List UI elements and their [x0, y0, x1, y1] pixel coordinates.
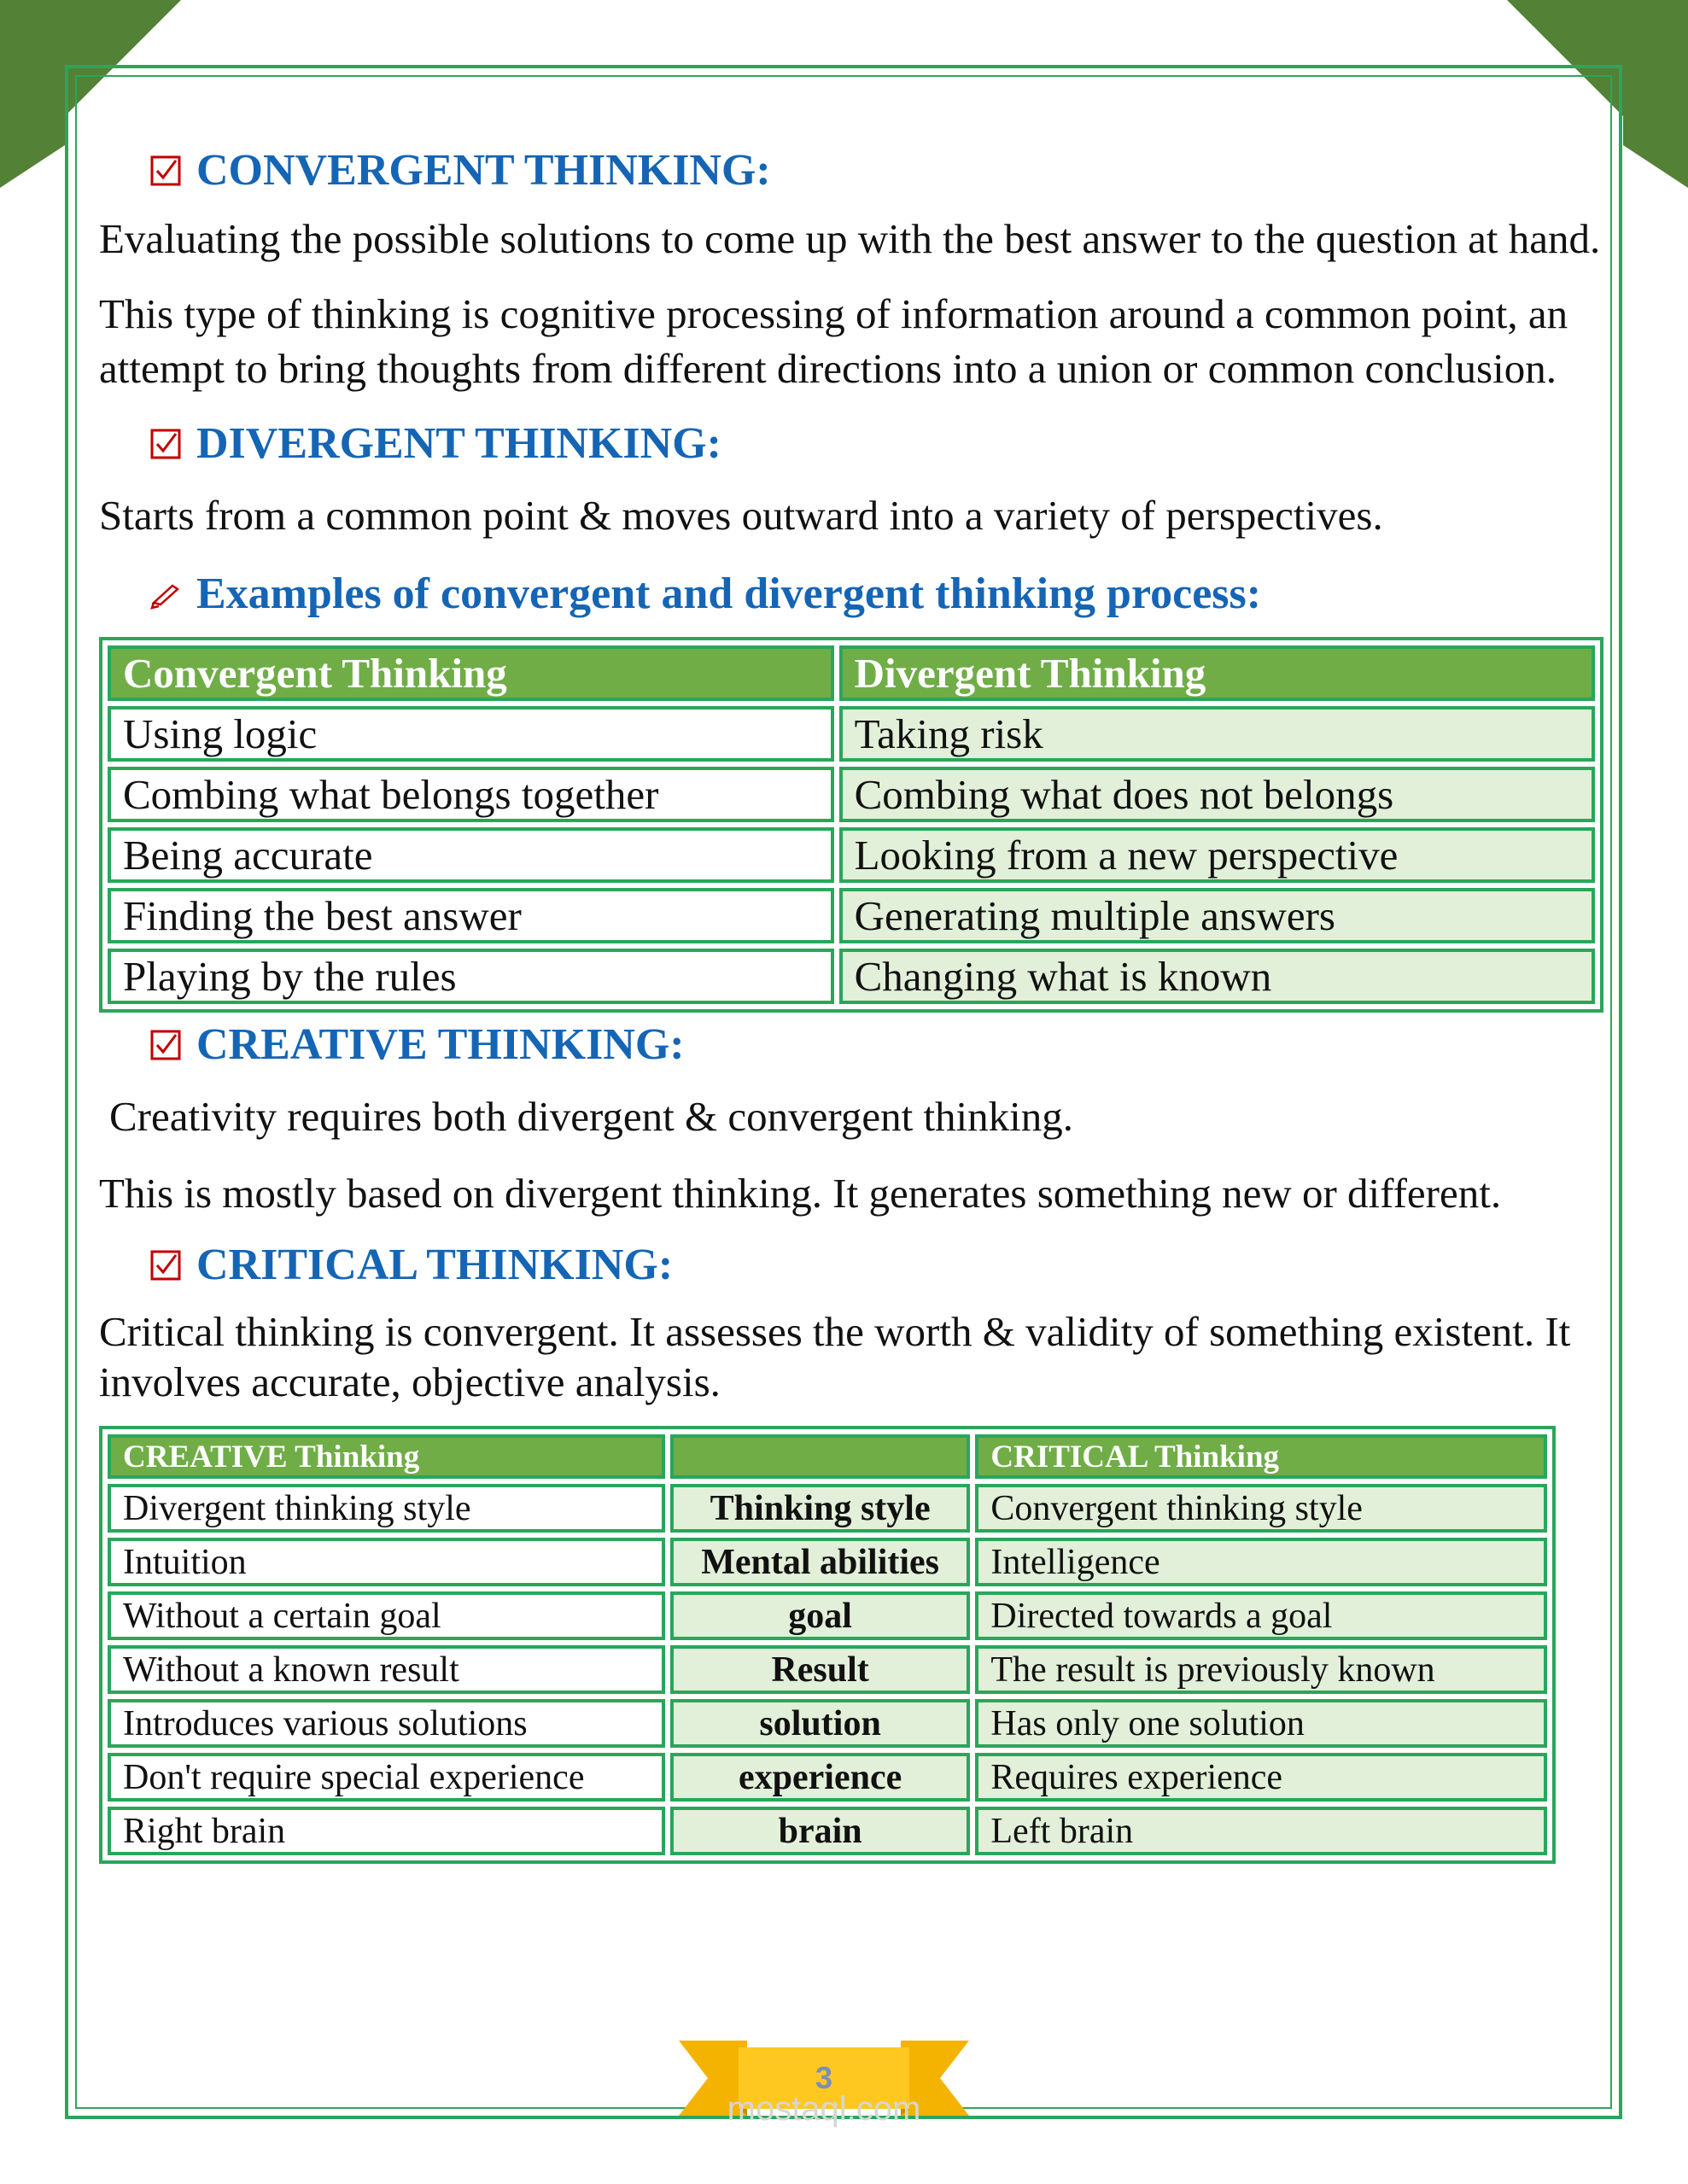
cell-divergent: Combing what does not belongs — [839, 767, 1595, 822]
convergent-heading — [150, 138, 1602, 203]
critical-paragraph: Critical thinking is convergent. It assesses the worth & validity of something existent. It involves accurate, objective analysis. — [99, 1308, 1571, 1405]
table-row — [108, 1538, 1547, 1586]
table-row — [108, 706, 1595, 762]
heading-text: CONVERGENT THINKING: — [196, 146, 771, 195]
cell-critical: Directed towards a goal — [975, 1591, 1547, 1640]
convergent-paragraph-2: This type of thinking is cognitive processing of information around a common point, an attempt to bring thoughts from different directions into a union or common conclusion. — [99, 290, 1568, 392]
checkbox-checked-icon — [150, 1030, 181, 1060]
page-content — [99, 128, 1602, 1864]
table-row — [108, 767, 1595, 822]
table-row — [108, 1699, 1547, 1748]
examples-heading — [150, 562, 1602, 627]
cell-creative: Divergent thinking style — [108, 1484, 665, 1533]
cell-critical: Intelligence — [975, 1538, 1547, 1586]
creative-heading — [150, 1013, 1602, 1077]
cell-convergent: Combing what belongs together — [108, 767, 834, 822]
checkbox-checked-icon — [150, 1250, 181, 1281]
cell-criterion: experience — [670, 1753, 971, 1802]
cell-divergent: Taking risk — [839, 706, 1595, 762]
cell-critical: Requires experience — [975, 1753, 1547, 1802]
cell-creative: Without a known result — [108, 1645, 665, 1694]
creative-paragraph-2: This is mostly based on divergent thinking. It generates something new or different. — [99, 1170, 1502, 1217]
cell-criterion: Mental abilities — [670, 1538, 971, 1586]
cell-creative: Intuition — [108, 1538, 665, 1586]
convergent-divergent-table — [99, 637, 1603, 1013]
cell-divergent: Looking from a new perspective — [839, 827, 1595, 883]
cell-convergent: Finding the best answer — [108, 888, 834, 943]
table-header-creative: CREATIVE Thinking — [108, 1434, 665, 1479]
divergent-paragraph: Starts from a common point & moves outward into a variety of perspectives. — [99, 492, 1383, 539]
table-row — [108, 949, 1595, 1004]
heading-text: CREATIVE THINKING: — [196, 1020, 685, 1069]
cell-convergent: Being accurate — [108, 827, 834, 883]
cell-critical: Has only one solution — [975, 1699, 1547, 1748]
table-header-divergent: Divergent Thinking — [839, 645, 1595, 701]
divergent-heading — [150, 412, 1602, 476]
cell-criterion: brain — [670, 1807, 971, 1855]
checkbox-checked-icon — [150, 429, 181, 459]
checkbox-checked-icon — [150, 155, 181, 186]
cell-criterion: Thinking style — [670, 1484, 971, 1533]
critical-heading — [150, 1233, 1602, 1298]
cell-critical: The result is previously known — [975, 1645, 1547, 1694]
cell-creative: Don't require special experience — [108, 1753, 665, 1802]
watermark: mostaql.com — [727, 2090, 921, 2128]
table-row — [108, 1484, 1547, 1533]
table-row — [108, 1645, 1547, 1694]
creative-critical-table — [99, 1426, 1556, 1864]
table-header-criterion — [670, 1434, 971, 1479]
cell-convergent: Using logic — [108, 706, 834, 762]
writing-hand-icon — [150, 579, 181, 610]
page-number: 3 — [815, 2060, 833, 2095]
cell-divergent: Generating multiple answers — [839, 888, 1595, 943]
table-header-critical: CRITICAL Thinking — [975, 1434, 1547, 1479]
table-row — [108, 888, 1595, 943]
heading-text: CRITICAL THINKING: — [196, 1241, 674, 1289]
cell-divergent: Changing what is known — [839, 949, 1595, 1004]
cell-criterion: goal — [670, 1591, 971, 1640]
table-row — [108, 1807, 1547, 1855]
table-row — [108, 1753, 1547, 1802]
heading-text: DIVERGENT THINKING: — [196, 419, 721, 468]
cell-creative: Right brain — [108, 1807, 665, 1855]
page-number-ribbon — [679, 2035, 969, 2128]
cell-criterion: Result — [670, 1645, 971, 1694]
cell-criterion: solution — [670, 1699, 971, 1748]
table-header-convergent: Convergent Thinking — [108, 645, 834, 701]
cell-convergent: Playing by the rules — [108, 949, 834, 1004]
table-row — [108, 827, 1595, 883]
cell-creative: Without a certain goal — [108, 1591, 665, 1640]
heading-text: Examples of convergent and divergent thinking process: — [196, 569, 1262, 618]
cell-critical: Convergent thinking style — [975, 1484, 1547, 1533]
convergent-paragraph-1: Evaluating the possible solutions to come up with the best answer to the question at hand. — [99, 215, 1601, 262]
creative-paragraph-1: Creativity requires both divergent & convergent thinking. — [109, 1093, 1074, 1140]
cell-critical: Left brain — [975, 1807, 1547, 1855]
cell-creative: Introduces various solutions — [108, 1699, 665, 1748]
table-row — [108, 1591, 1547, 1640]
